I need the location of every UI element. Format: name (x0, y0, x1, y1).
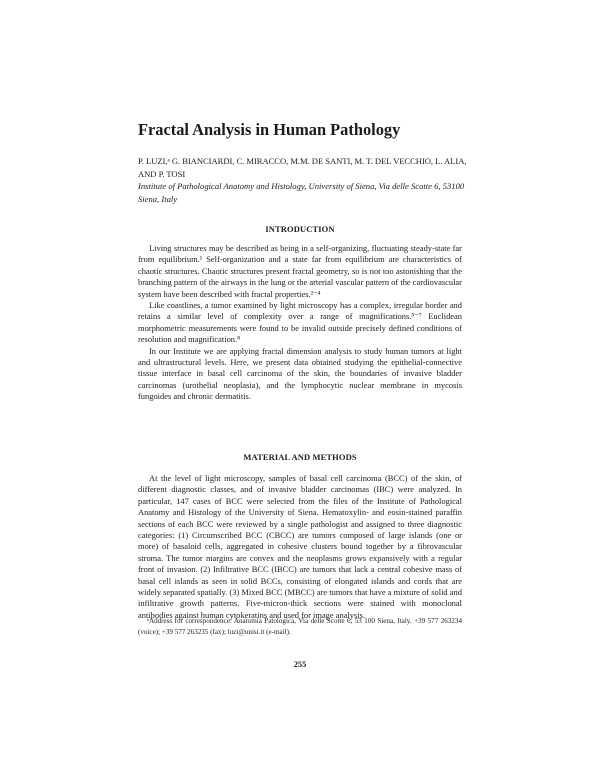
introduction-heading: INTRODUCTION (265, 224, 335, 234)
methods-body (138, 473, 462, 621)
author-list: P. LUZI,ᵃ G. BIANCIARDI, C. MIRACCO, M.M. DE SANTI, M. T. DEL VECCHIO, L. ALIA, AND P. TOSI (138, 156, 467, 179)
correspondence-footnote (138, 616, 462, 638)
intro-paragraph-1: Living structures may be described as being in a self-organizing, fluctuating steady-state far from equilibrium.¹ Self-organization and a state far from equilibrium are characteristics of chaotic structures. Chaotic structures present fractal geometry, so is not too astonishing that the branching pattern of the airways in the lung or the arterial vascular pattern of the cardiovascular system have been described with fractal properties.²⁻⁴ (138, 243, 462, 299)
methods-paragraph-1: At the level of light microscopy, samples of basal cell carcinoma (BCC) of the skin, of different diagnostic classes, and of invasive bladder carcinomas (IBC) were analyzed. In particular, 147 cases of BCC were selected from the files of the Institute of Pathological Anatomy and Histology of the University of Siena. Hematoxylin- and eosin-stained paraffin sections of each BCC were reviewed by a single pathologist and assigned to three diagnostic categories: (1) Circumscribed BCC (CBCC) are tumors composed of large islands (one or more) of basaloid cells, aggregated in cohesive clusters bound together by a fibrovascular stroma. The tumor margins are convex and the neoplasms grows expansively with a regular front of invasion. (2) Infiltrative BCC (IBCC) are tumors that lack a central cohesive mass of basal cell islands as seen in solid BCCs, consisting of elongated islands and cords that are widely separated spatially. (3) Mixed BCC (MBCC) are tumors that have a mixture of solid and infiltrative growth patterns. Five-micron-thick sections were stained with monoclonal antibodies against human cytokeratins and used for image analysis. (138, 473, 462, 620)
page-number: 255 (293, 660, 307, 669)
methods-heading: MATERIAL AND METHODS (243, 452, 357, 462)
introduction-body (138, 243, 462, 403)
intro-paragraph-2: Like coastlines, a tumor examined by light microscopy has a complex, irregular border and retains a similar level of complexity over a range of magnifications.⁵⁻⁷ Euclidean morphometric measurements were found to be invalid outside precisely defined conditions of resolution and magnification.⁸ (138, 300, 462, 345)
affiliation: Institute of Pathological Anatomy and Histology, University of Siena, Via delle Scotte 6, 53100 Siena, Italy (138, 181, 465, 204)
paper-title: Fractal Analysis in Human Pathology (138, 120, 401, 139)
intro-paragraph-3: In our Institute we are applying fractal dimension analysis to study human tumors at light and ultrastructural levels. Here, we present data obtained studying the epithelial-connective tissue interface in basal cell carcinoma of the skin, the boundaries of invasive bladder carcinomas (urothelial neoplasia), and the lymphocytic nuclear membrane in mycosis fungoides and chronic dermatitis. (138, 345, 462, 402)
footnote-text: ᵃAddress for correspondence: Anatomia Patologica, Via delle Scotte 6, 53 100 Siena, Italy. +39 577 263234 (voice); +39 577 263235 (fax); luzi@unisi.it (e-mail). (138, 617, 462, 636)
